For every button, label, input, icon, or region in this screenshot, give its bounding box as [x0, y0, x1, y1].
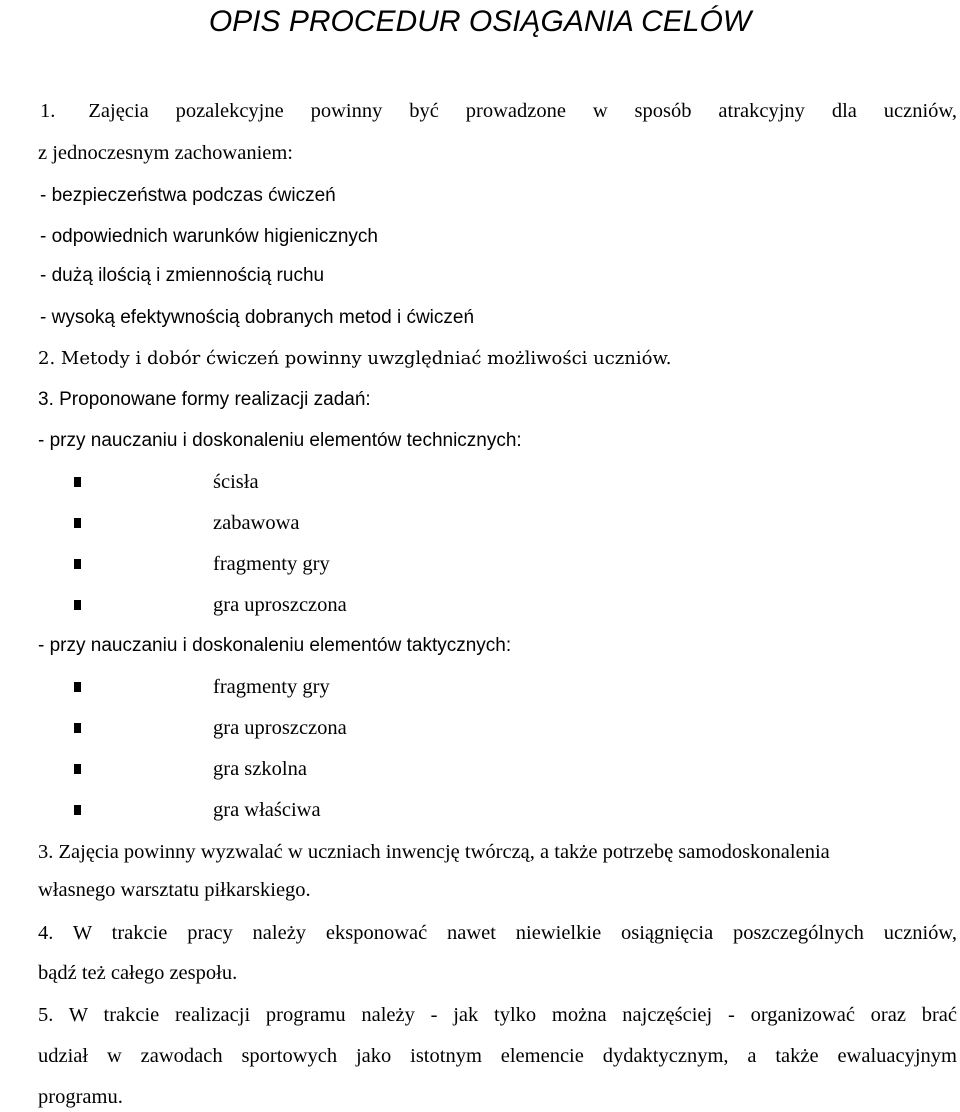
square-bullet-icon [74, 764, 81, 774]
square-bullet-icon [74, 682, 81, 692]
tactical-heading: - przy nauczaniu i doskonaleniu elementów taktycznych: [38, 635, 512, 656]
point-1-number: 1. [40, 100, 56, 122]
point-1-item: - bezpieczeństwa podczas ćwiczeń [40, 185, 336, 206]
square-bullet-icon [74, 477, 81, 487]
square-bullet-icon [74, 518, 81, 528]
point-5-line-3: programu. [38, 1086, 123, 1108]
square-bullet-icon [74, 600, 81, 610]
point-2: 2. Metody i dobór ćwiczeń powinny uwzględniać możliwości uczniów. [38, 348, 672, 369]
point-5-line-2: udział w zawodach sportowych jako istotnym elemencie dydaktycznym, a także ewaluacyjnym [38, 1045, 957, 1067]
point-1-line-2: z jednoczesnym zachowaniem: [38, 142, 293, 164]
point-3-heading: 3. Proponowane formy realizacji zadań: [38, 389, 371, 410]
point-1-line-1 [40, 98, 957, 124]
point-1-item: - odpowiednich warunków higienicznych [40, 226, 378, 247]
document-title: OPIS PROCEDUR OSIĄGANIA CELÓW [208, 5, 752, 38]
document-page: OPIS PROCEDUR OSIĄGANIA CELÓW 1. Zajęcia pozalekcyjne powinny być prowadzone w sposób atrakcyjny dla uczniów, z jednoczesnym zachowaniem: - bezpieczeństwa podczas ćwiczeń - odpowiednich warunków higienicznych - dużą ilością i zmiennością ruchu - wysoką efektywnością dobranych metod i ćwiczeń 2. Metody i dobór ćwiczeń powinny uwzględniać możliwości uczniów. 3. Proponowane formy realizacji zadań: - przy nauczaniu i doskonaleniu elementów technicznych: ścisła zabawowa fragmenty gry gra uproszczona - przy nauczaniu i doskonaleniu elementów taktycznych: fragmenty gry gra uproszczona gra szkolna gra właściwa 3. Zajęcia powinny wyzwalać w uczniach inwencję twórczą, a także potrzebę samodoskonalenia własnego warsztatu piłkarskiego. 4. W trakcie pracy należy eksponować nawet niewielkie osiągnięcia poszczególnych uczniów, bądź też całego zespołu. 5. W trakcie realizacji programu należy - jak tylko można najczęściej - organizować oraz brać udział w zawodach sportowych jako istotnym elemencie dydaktycznym, a także ewaluacyjnym programu. [0, 0, 960, 1112]
point-3b-line-2: własnego warsztatu piłkarskiego. [38, 879, 311, 901]
square-bullet-icon [74, 805, 81, 815]
point-4-line-2: bądź też całego zespołu. [38, 962, 238, 984]
point-5-line-1: 5. W trakcie realizacji programu należy - jak tylko można najczęściej - organizować oraz brać [38, 1004, 957, 1026]
point-4-line-1: 4. W trakcie pracy należy eksponować nawet niewielkie osiągnięcia poszczególnych uczniów, [38, 922, 957, 944]
point-1-text: Zajęcia pozalekcyjne powinny być prowadzone w sposób atrakcyjny dla uczniów, [88, 100, 957, 122]
point-1-item: - dużą ilością i zmiennością ruchu [40, 265, 325, 286]
square-bullet-icon [74, 559, 81, 569]
point-3b-line-1: 3. Zajęcia powinny wyzwalać w uczniach inwencję twórczą, a także potrzebę samodoskonalenia [38, 841, 830, 863]
square-bullet-icon [74, 723, 81, 733]
point-1-item: - wysoką efektywnością dobranych metod i ćwiczeń [40, 307, 475, 328]
technical-heading: - przy nauczaniu i doskonaleniu elementów technicznych: [38, 430, 522, 451]
